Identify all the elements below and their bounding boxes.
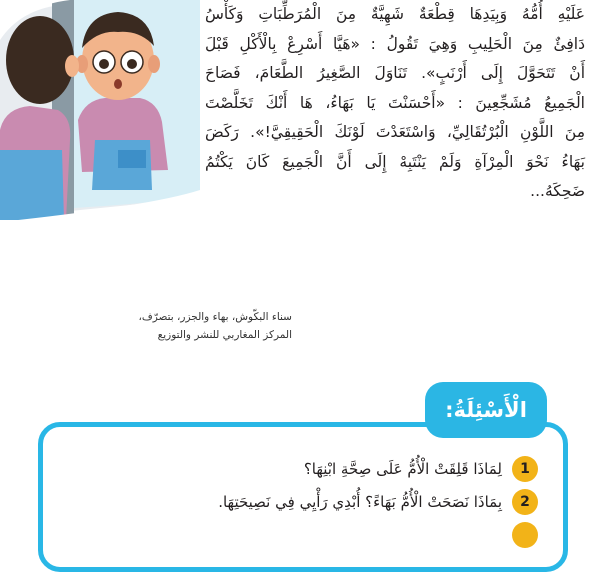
questions-title: الْأَسْئِلَةُ: [425,382,547,438]
questions-list [60,452,538,551]
source-citation [82,308,292,344]
story-text [205,0,585,207]
question-number-badge: 2 [512,489,538,515]
question-text: لِمَاذَا قَلِقَتْ الْأُمُّ عَلَى صِحَّةِ ابْنِهَا؟ [303,459,502,478]
source-line-2: المركز المغاربي للنشر والتوزيع [157,329,292,341]
question-number-badge [512,522,538,548]
story-line: ضَحِكَهُ... [530,182,585,200]
story-line: الْجَمِيعُ مُشَجِّعِينَ : «أَحْسَنْتَ يَا بَهَاءُ، هَا أَنْكَ تَخَلَّصْتَ [205,93,585,112]
question-item [60,518,538,551]
story-line: بَهَاءُ نَحْوَ الْمِرْآةِ وَلَمْ يَنْتَبِهْ إِلَى أَنَّ الْجَمِيعَ كَانَ يَكْتُمُ [205,152,585,171]
question-number-badge: 1 [512,456,538,482]
question-item [60,452,538,485]
question-item [60,485,538,518]
story-line: عَلَيْهِ أُمُّهُ وَبِيَدِهَا قِطْعَةٌ شَهِيَّةٌ مِنَ الْمُرَطِّبَاتِ وَكَأْسُ [205,5,585,23]
boy-mirror-illustration [0,0,200,220]
source-line-1: سناء البكّوش، بهاء والجزر، بتصرّف، [138,311,292,323]
story-line: دَافِئٌ مِنَ الْحَلِيبِ وَهِيَ تَقُولُ : «هَيَّا أَسْرِعْ بِالْأَكْلِ قَبْلَ [205,34,585,53]
story-line: أَنْ تَتَحَوَّلَ إِلَى أَرْنَبٍ». تَنَاوَلَ الصَّغِيرُ الطَّعَامَ، فَصَاحَ [205,64,585,82]
boy-mirror-drawing [0,0,200,220]
story-line: مِنَ اللَّوْنِ الْبُرْتُقَالِيِّ، وَاسْتَعَدْتَ لَوْنَكَ الْحَقِيقِيَّ!». رَكَضَ [205,123,585,141]
question-text: بِمَاذَا نَصَحَتْ الْأُمُّ بَهَاءً؟ أُبْدِي رَأْيِي فِي نَصِيحَتِهَا. [218,492,502,511]
